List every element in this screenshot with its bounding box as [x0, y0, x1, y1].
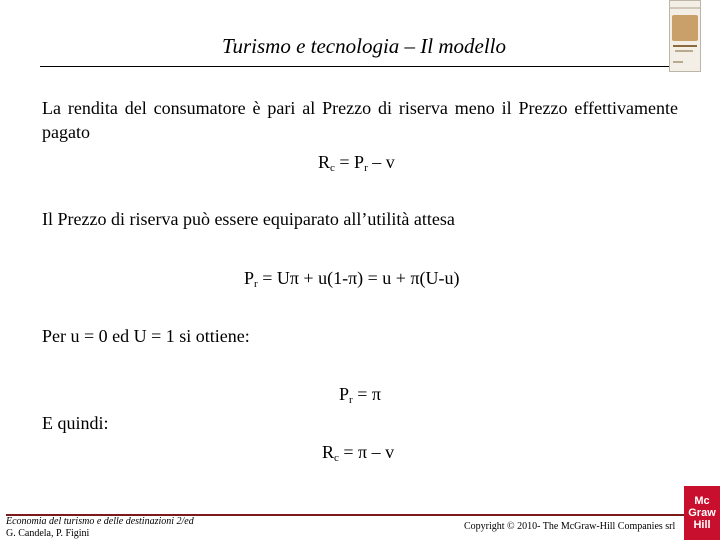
- paragraph-therefore: E quindi:: [42, 413, 109, 433]
- formula-subscript: r: [254, 278, 258, 290]
- formula-eq: = P: [334, 152, 365, 172]
- formula-subscript: r: [364, 162, 368, 174]
- formula-lhs: P: [339, 384, 350, 404]
- formula-subscript: r: [349, 394, 353, 406]
- formula-final-surplus: [322, 440, 394, 464]
- logo-line: Mc: [694, 495, 710, 507]
- paragraph-reservation-price: Il Prezzo di riserva può essere equiparato all’utilità attesa: [42, 209, 455, 229]
- formula-lhs: P: [244, 268, 255, 288]
- formula-rhs: – v: [367, 152, 395, 172]
- formula-rhs: = π – v: [338, 442, 395, 462]
- cover-line: [673, 45, 697, 47]
- formula-subscript: c: [330, 162, 335, 174]
- formula-rhs: = Uπ + u(1-π) = u + π(U-u): [257, 268, 460, 288]
- formula-consumer-surplus: [318, 150, 395, 174]
- formula-subscript: c: [334, 452, 339, 464]
- logo-line: Hill: [693, 519, 711, 531]
- paragraph-consumer-surplus: La rendita del consumatore è pari al Prezzo di riserva meno il Prezzo effettivamente pagato: [42, 98, 678, 142]
- slide-title: Turismo e tecnologia – Il modello: [221, 34, 507, 58]
- formula-reservation-price: [244, 266, 460, 290]
- formula-rhs: = π: [352, 384, 381, 404]
- footer-book-title: Economia del turismo e delle destinazioni 2/ed: [6, 516, 194, 527]
- cover-band: [670, 7, 700, 9]
- cover-line: [673, 61, 683, 63]
- book-cover-thumbnail: [669, 0, 701, 72]
- footer-book-info: [6, 514, 204, 540]
- mcgraw-hill-logo: [684, 486, 720, 540]
- formula-lhs: R: [318, 152, 331, 172]
- cover-line: [675, 50, 693, 52]
- cover-art: [672, 15, 698, 41]
- logo-line: Graw: [688, 507, 716, 519]
- paragraph-substitution: Per u = 0 ed U = 1 si ottiene:: [42, 326, 250, 346]
- formula-lhs: R: [322, 442, 335, 462]
- footer-copyright: Copyright © 2010- The McGraw-Hill Companies srl: [464, 521, 676, 532]
- formula-reservation-equals-pi: [339, 382, 381, 406]
- title-rule: [40, 66, 672, 67]
- footer-authors: G. Candela, P. Figini: [6, 528, 90, 539]
